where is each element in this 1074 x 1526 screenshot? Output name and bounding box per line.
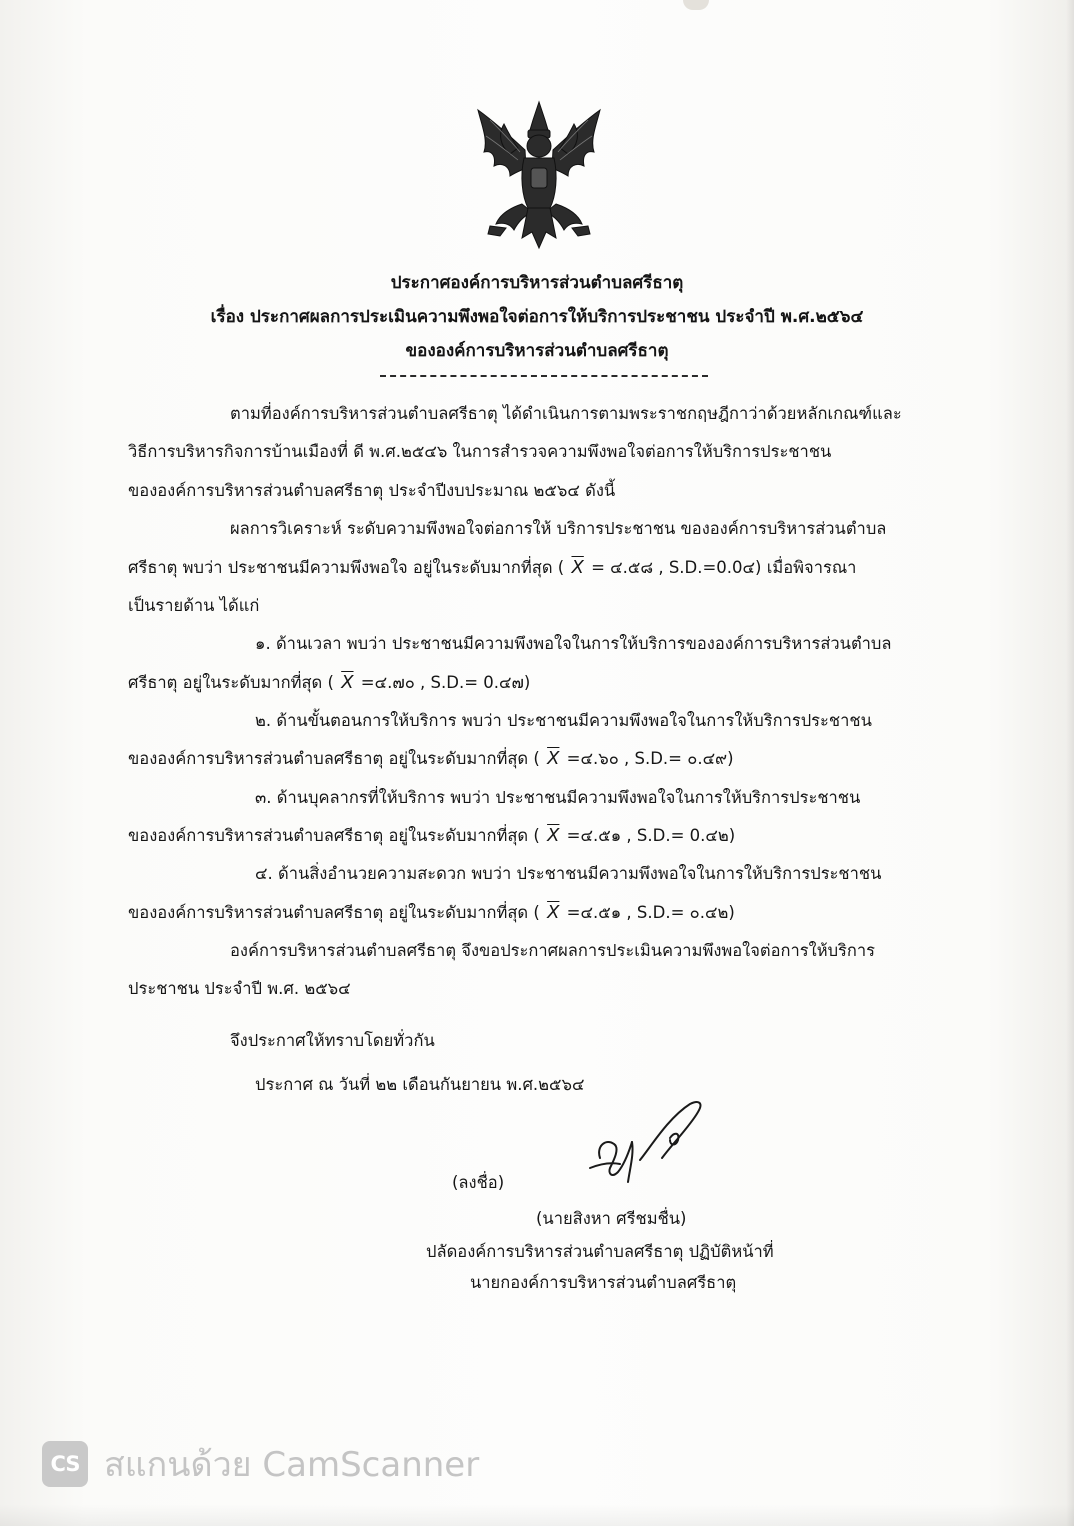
p1-line-1: ตามที่องค์การบริหารส่วนตำบลศรีธาตุ ได้ดำเนินการตามพระราชกฤษฎีกาว่าด้วยหลักเกณฑ์และ — [230, 404, 902, 423]
signed-label: (ลงชื่อ) — [452, 1173, 505, 1192]
garuda-emblem-icon — [470, 96, 608, 256]
p2-line-1: ผลการวิเคราะห์ ระดับความพึงพอใจต่อการให้ บริการประชาชน ขององค์การบริหารส่วนตำบล — [230, 519, 887, 538]
item-2-line-2 — [128, 747, 734, 771]
camscanner-watermark: สแกนด้วย CamScanner — [104, 1445, 480, 1485]
signer-title-1: ปลัดองค์การบริหารส่วนตำบลศรีธาตุ ปฏิบัติหน้าที่ — [426, 1242, 774, 1261]
p2-line-2 — [128, 556, 856, 580]
item-2-pre: ขององค์การบริหารส่วนตำบลศรีธาตุ อยู่ในระดับมากที่สุด ( — [128, 749, 540, 768]
mean-symbol: $\overline{X}$ — [547, 748, 560, 769]
item-1-line-2 — [128, 671, 530, 695]
p1-line-2: วิธีการบริหารกิจการบ้านเมืองที่ ดี พ.ศ.๒๕๔๖ ในการสำรวจความพึงพอใจต่อการให้บริการประชาชน — [128, 442, 832, 461]
closing-announce: จึงประกาศให้ทราบโดยทั่วกัน — [230, 1031, 435, 1050]
handwritten-signature — [570, 1098, 720, 1198]
item-3-pre: ขององค์การบริหารส่วนตำบลศรีธาตุ อยู่ในระดับมากที่สุด ( — [128, 826, 540, 845]
item-2-line-1: ๒. ด้านขั้นตอนการให้บริการ พบว่า ประชาชนมีความพึงพอใจในการให้บริการประชาชน — [255, 711, 872, 730]
p2-line-2-pre: ศรีธาตุ พบว่า ประชาชนมีความพึงพอใจ อยู่ในระดับมากที่สุด ( — [128, 558, 565, 577]
closing-date: ประกาศ ณ วันที่ ๒๒ เดือนกันยายน พ.ศ.๒๕๖๔ — [255, 1075, 585, 1094]
item-4-post: =๔.๕๑ , S.D.= ๐.๔๒) — [566, 903, 735, 922]
item-2-post: =๔.๖๐ , S.D.= ๐.๔๙) — [566, 749, 734, 768]
final-line-2: ประชาชน ประจำปี พ.ศ. ๒๕๖๔ — [128, 979, 351, 998]
item-4-line-1: ๔. ด้านสิ่งอำนวยความสะดวก พบว่า ประชาชนมีความพึงพอใจในการให้บริการประชาชน — [255, 864, 882, 883]
header-line-3: ขององค์การบริหารส่วนตำบลศรีธาตุ — [405, 341, 669, 361]
page-edge-shadow — [1066, 0, 1074, 1526]
item-1-line-1: ๑. ด้านเวลา พบว่า ประชาชนมีความพึงพอใจในการให้บริการขององค์การบริหารส่วนตำบล — [255, 634, 892, 653]
signer-title-2: นายกองค์การบริหารส่วนตำบลศรีธาตุ — [470, 1273, 737, 1292]
corner-smudge — [683, 0, 709, 10]
item-3-post: =๔.๕๑ , S.D.= 0.๔๒) — [566, 826, 736, 845]
item-1-pre: ศรีธาตุ อยู่ในระดับมากที่สุด ( — [128, 673, 334, 692]
camscanner-logo-icon: CS — [42, 1441, 88, 1487]
header-line-2: เรื่อง ประกาศผลการประเมินความพึงพอใจต่อการให้บริการประชาชน ประจำปี พ.ศ.๒๕๖๔ — [210, 307, 864, 327]
header-divider — [380, 375, 708, 377]
page-bottom-shadow — [0, 1504, 1074, 1526]
item-3-line-1: ๓. ด้านบุคลากรที่ให้บริการ พบว่า ประชาชนมีความพึงพอใจในการให้บริการประชาชน — [255, 788, 861, 807]
mean-symbol: $\overline{X}$ — [341, 672, 354, 693]
mean-symbol: $\overline{X}$ — [547, 825, 560, 846]
mean-symbol: $\overline{X}$ — [571, 557, 584, 578]
item-4-line-2 — [128, 901, 735, 925]
item-3-line-2 — [128, 824, 735, 848]
item-1-post: =๔.๗๐ , S.D.= 0.๔๗) — [360, 673, 531, 692]
header-line-1: ประกาศองค์การบริหารส่วนตำบลศรีธาตุ — [390, 273, 684, 293]
item-4-pre: ขององค์การบริหารส่วนตำบลศรีธาตุ อยู่ในระดับมากที่สุด ( — [128, 903, 540, 922]
p1-line-3: ขององค์การบริหารส่วนตำบลศรีธาตุ ประจำปีงบประมาณ ๒๕๖๔ ดังนี้ — [128, 481, 616, 500]
mean-symbol: $\overline{X}$ — [547, 902, 560, 923]
p2-line-3: เป็นรายด้าน ได้แก่ — [128, 596, 260, 615]
announcement-header — [120, 266, 954, 368]
p2-line-2-post: = ๔.๕๘ , S.D.=0.0๔) เมื่อพิจารณา — [591, 558, 857, 577]
signer-name: (นายสิงหา ศรีชมชื่น) — [536, 1209, 687, 1228]
final-line-1: องค์การบริหารส่วนตำบลศรีธาตุ จึงขอประกาศผลการประเมินความพึงพอใจต่อการให้บริการ — [230, 941, 876, 960]
